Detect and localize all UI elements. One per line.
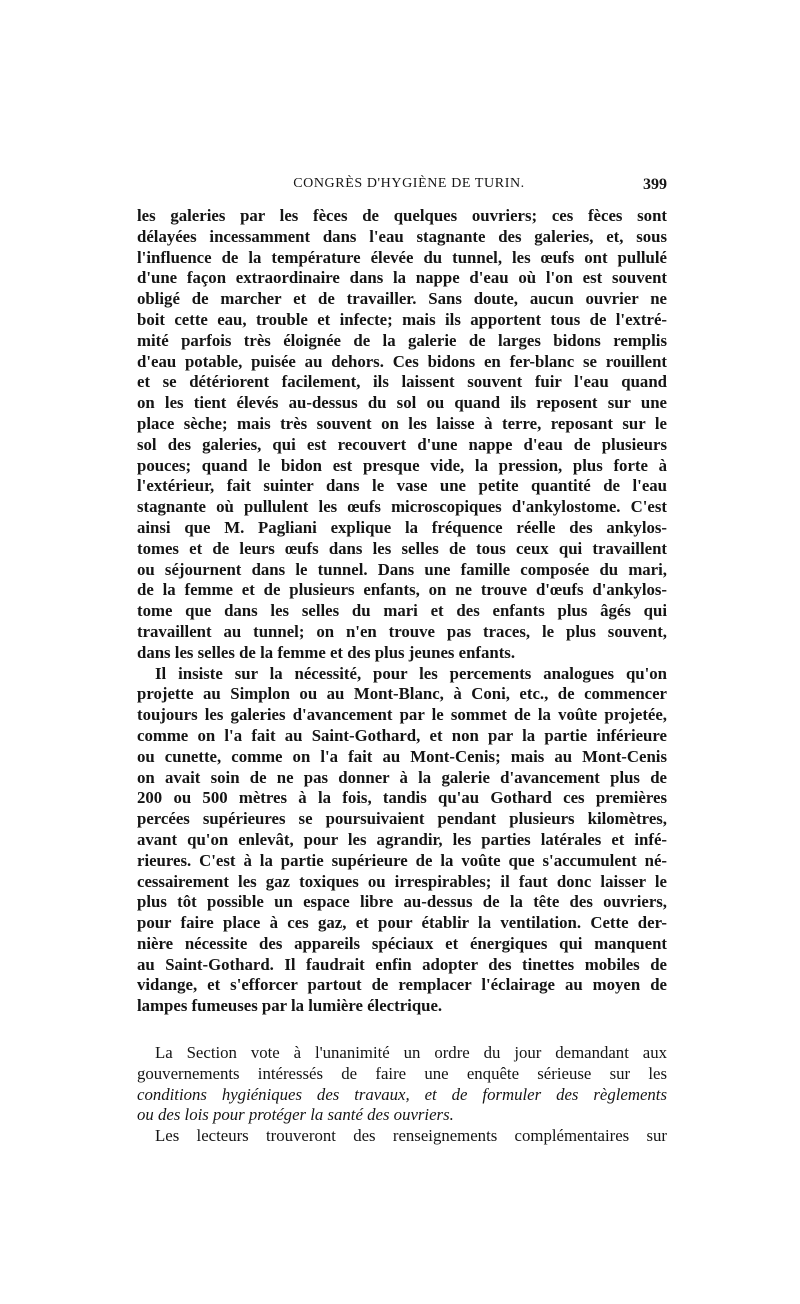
text-line: ou séjournent dans le tunnel. Dans une famille composée du mari,: [137, 559, 667, 579]
text-line: boit cette eau, trouble et infecte; mais ils apportent tous de l'extré-: [137, 309, 667, 329]
text-line: cessairement les gaz toxiques ou irrespirables; il faut donc laisser le: [137, 871, 667, 891]
text-line: rieures. C'est à la partie supérieure de la voûte que s'accumulent né-: [137, 850, 667, 870]
text-line: au Saint-Gothard. Il faudrait enfin adopter des tinettes mobiles de: [137, 954, 667, 974]
running-title: CONGRÈS D'HYGIÈNE DE TURIN.: [293, 176, 525, 191]
paragraph-section-vote: [137, 1043, 667, 1126]
text-line: percées supérieures se poursuivaient pendant plusieurs kilomètres,: [137, 809, 667, 829]
text-line: La Section vote à l'unanimité un ordre du jour demandant aux: [155, 1043, 667, 1063]
text-line: travaillent au tunnel; on n'en trouve pas traces, le plus souvent,: [137, 621, 667, 641]
text-line: de la femme et de plusieurs enfants, on ne trouve d'œufs d'ankylos-: [137, 580, 667, 600]
text-line: tome que dans les selles du mari et des enfants plus âgés qui: [137, 601, 667, 621]
section-gap: [137, 1017, 667, 1043]
text-line: ou des lois pour protéger la santé des ouvriers.: [137, 1105, 454, 1125]
text-line: l'influence de la température élevée du tunnel, les œufs ont pullulé: [137, 247, 667, 267]
text-line: conditions hygiéniques des travaux, et de formuler des règlements: [137, 1084, 667, 1104]
text-line: obligé de marcher et de travailler. Sans doute, aucun ouvrier ne: [137, 289, 667, 309]
paragraph-readers: [137, 1126, 667, 1147]
text-line: 200 ou 500 mètres à la fois, tandis qu'au Gothard ces premières: [137, 788, 667, 808]
text-line: sol des galeries, qui est recouvert d'une nappe d'eau de plusieurs: [137, 434, 667, 454]
text-line: les galeries par les fèces de quelques ouvriers; ces fèces sont: [137, 206, 667, 225]
text-line: avant qu'on enlevât, pour les agrandir, les parties latérales et infé-: [137, 829, 667, 849]
text-line: nière nécessite des appareils spéciaux et énergiques qui manquent: [137, 933, 667, 953]
text-line: et se détériorent facilement, ils laissent souvent fuir l'eau quand: [137, 372, 667, 392]
text-line: gouvernements intéressés de faire une enquête sérieuse sur les: [137, 1063, 667, 1083]
text-line: stagnante où pullulent les œufs microscopiques d'ankylostome. C'est: [137, 497, 667, 517]
body-text: [137, 206, 667, 1147]
text-line: on les tient élevés au-dessus du sol ou quand ils reposent sur une: [137, 393, 667, 413]
text-line: comme on l'a fait au Saint-Gothard, et non par la partie inférieure: [137, 725, 667, 745]
paragraph-gallery-method: [137, 664, 667, 1018]
text-line: ainsi que M. Pagliani explique la fréquence réelle des ankylos-: [137, 517, 667, 537]
text-line: on avait soin de ne pas donner à la galerie d'avancement plus de: [137, 767, 667, 787]
text-line: pouces; quand le bidon est presque vide, la pression, plus forte à: [137, 455, 667, 475]
text-line: d'une façon extraordinaire dans la nappe d'eau où l'on est souvent: [137, 268, 667, 288]
text-line: d'eau potable, puisée au dehors. Ces bidons en fer-blanc se rouillent: [137, 351, 667, 371]
text-line: place sèche; mais très souvent on les laisse à terre, reposant sur le: [137, 413, 667, 433]
text-line: dans les selles de la femme et des plus jeunes enfants.: [137, 642, 516, 662]
page-header: [137, 176, 667, 200]
page-number: 399: [643, 176, 667, 193]
text-line: mité parfois très éloignée de la galerie de larges bidons remplis: [137, 330, 667, 350]
text-line: l'extérieur, fait suinter dans le vase une petite quantité de l'eau: [137, 476, 667, 496]
text-line: tomes et de leurs œufs dans les selles de tous ceux qui travaillent: [137, 538, 667, 558]
text-line: Il insiste sur la nécessité, pour les percements analogues qu'on: [155, 663, 667, 683]
text-line: projette au Simplon ou au Mont-Blanc, à Coni, etc., de commencer: [137, 684, 667, 704]
paragraph-tunnel-eggs: [137, 206, 667, 664]
text-line: vidange, et s'efforcer partout de remplacer l'éclairage au moyen de: [137, 975, 667, 995]
text-line: Les lecteurs trouveront des renseignements complémentaires sur: [155, 1126, 667, 1146]
text-line: plus tôt possible un espace libre au-dessus de la tête des ouvriers,: [137, 892, 667, 912]
text-line: ou cunette, comme on l'a fait au Mont-Cenis; mais au Mont-Cenis: [137, 746, 667, 766]
text-line: pour faire place à ces gaz, et pour établir la ventilation. Cette der-: [137, 913, 667, 933]
text-line: lampes fumeuses par la lumière électrique.: [137, 996, 443, 1016]
text-line: délayées incessamment dans l'eau stagnante des galeries, et, sous: [137, 226, 667, 246]
text-line: toujours les galeries d'avancement par le sommet de la voûte projetée,: [137, 705, 667, 725]
